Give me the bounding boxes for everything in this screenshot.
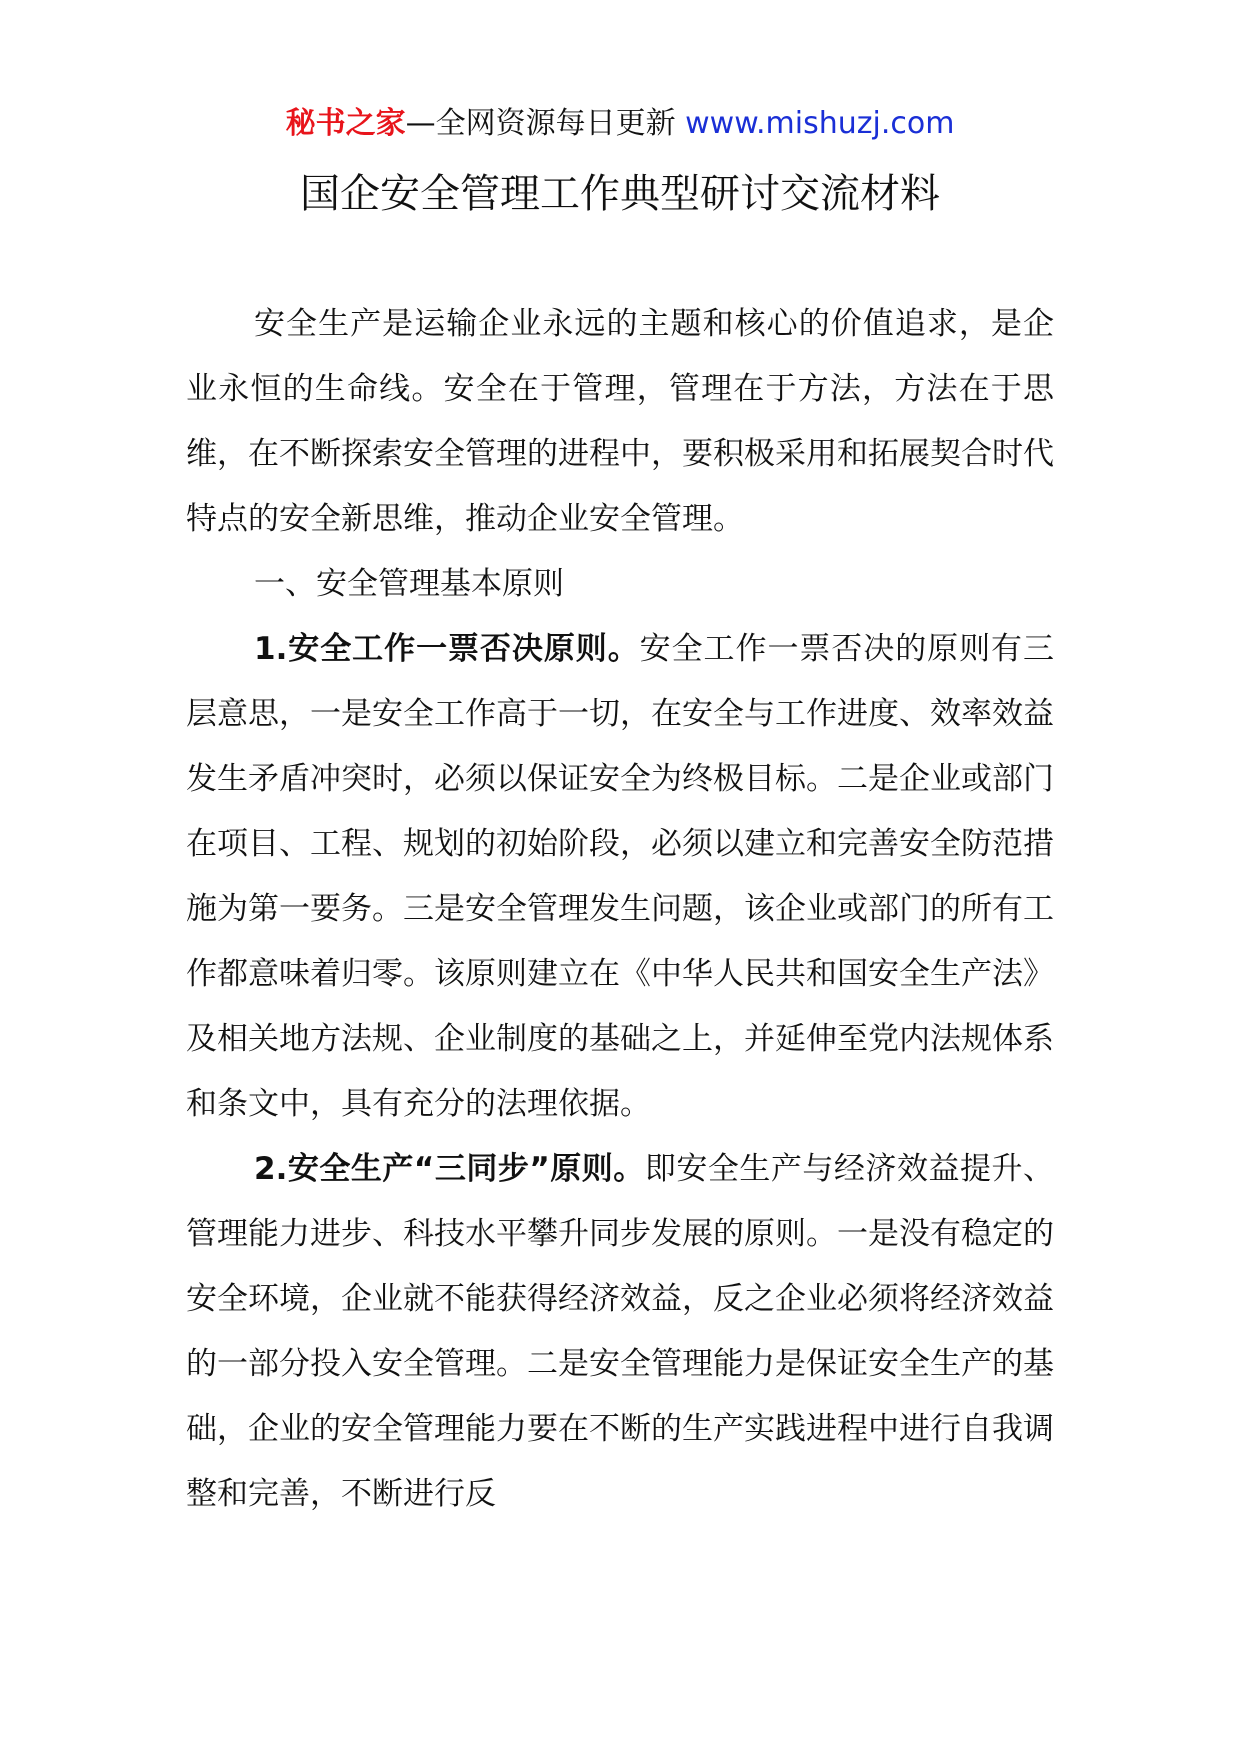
- principle-1-heading: 1.安全工作一票否决原则。: [254, 631, 640, 667]
- principle-2-paragraph: [186, 1137, 1054, 1527]
- site-url-link[interactable]: www.mishuzj.com: [685, 106, 955, 141]
- header-slogan: —全网资源每日更新: [405, 106, 676, 141]
- section-heading: 一、安全管理基本原则: [254, 566, 564, 602]
- site-header: [0, 102, 1240, 146]
- brand-name: 秘书之家: [285, 106, 406, 141]
- document-title: 国企安全管理工作典型研讨交流材料: [300, 171, 940, 217]
- principle-1-paragraph: [186, 617, 1054, 1137]
- document-body: [186, 292, 1054, 1527]
- principle-2-text: 即安全生产与经济效益提升、管理能力进步、科技水平攀升同步发展的原则。一是没有稳定的安全环境，企业就不能获得经济效益，反之企业必须将经济效益的一部分投入安全管理。二是安全管理能力是保证安全生产的基础，企业的安全管理能力要在不断的生产实践进程中进行自我调整和完善，不断进行反: [186, 1151, 1055, 1512]
- intro-paragraph: 安全生产是运输企业永远的主题和核心的价值追求，是企业永恒的生命线。安全在于管理，管理在于方法，方法在于思维，在不断探索安全管理的进程中，要积极采用和拓展契合时代特点的安全新思维，推动企业安全管理。: [186, 306, 1054, 537]
- principle-1-text: 安全工作一票否决的原则有三层意思，一是安全工作高于一切，在安全与工作进度、效率效益发生矛盾冲突时，必须以保证安全为终极目标。二是企业或部门在项目、工程、规划的初始阶段，必须以建立和完善安全防范措施为第一要务。三是安全管理发生问题，该企业或部门的所有工作都意味着归零。该原则建立在《中华人民共和国安全生产法》及相关地方法规、企业制度的基础之上，并延伸至党内法规体系和条文中，具有充分的法理依据。: [186, 631, 1054, 1122]
- principle-2-heading: 2.安全生产“三同步”原则。: [254, 1151, 645, 1187]
